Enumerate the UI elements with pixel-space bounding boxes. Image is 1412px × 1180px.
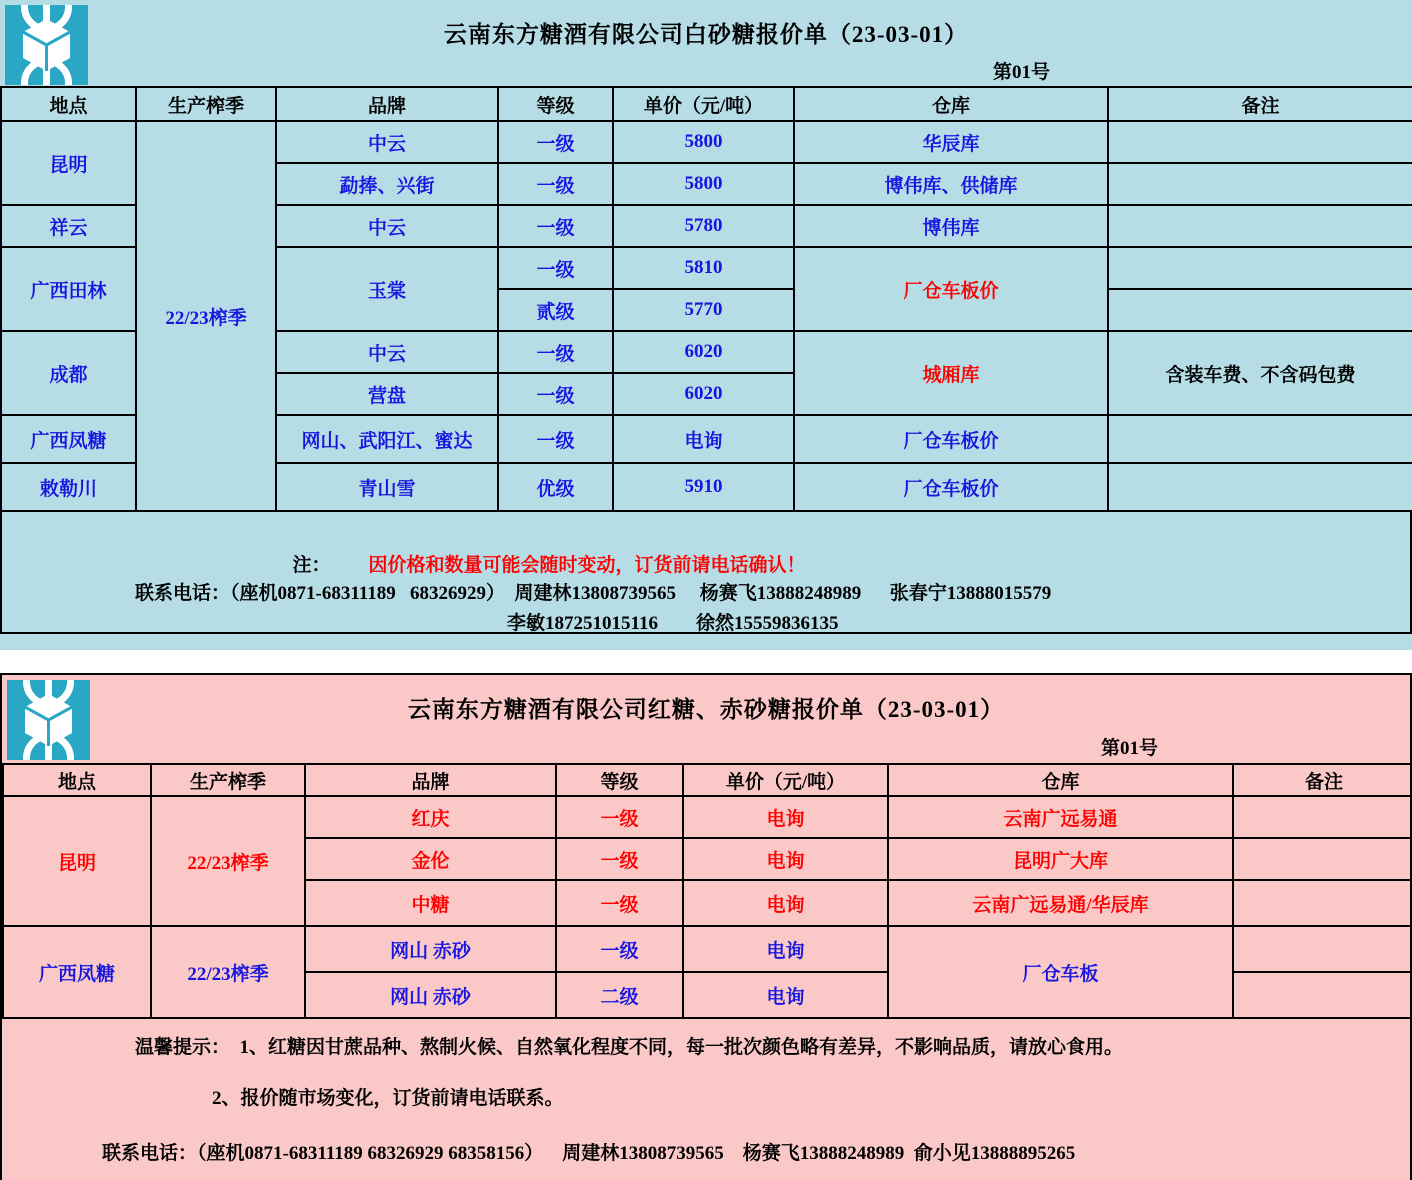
cell-remark [1233, 972, 1412, 1018]
col-header-remark: 备注 [1233, 764, 1412, 796]
col-header-price: 单价（元/吨） [683, 764, 888, 796]
cell-season: 22/23榨季 [151, 796, 305, 926]
col-header-location: 地点 [1, 87, 136, 121]
cell-location: 祥云 [1, 205, 136, 247]
tip-line-1: 温馨提示： 1、红糖因甘蔗品种、熬制火候、自然氧化程度不同，每一批次颜色略有差异，不影响品质，请放心食用。 [135, 1037, 1124, 1058]
cell-price: 电询 [683, 880, 888, 926]
note-warning-text: 因价格和数量可能会随时变动，订货前请电话确认！ [368, 555, 806, 576]
cell-brand: 红庆 [305, 796, 556, 838]
page-title: 云南东方糖酒有限公司红糖、赤砂糖报价单（23-03-01） [407, 697, 1005, 722]
cell-grade: 一级 [498, 205, 613, 247]
cell-grade: 一级 [498, 121, 613, 163]
cell-grade: 一级 [556, 838, 683, 880]
cell-remark [1233, 796, 1412, 838]
cell-remark: 含装车费、不含码包费 [1108, 331, 1412, 415]
cell-warehouse: 厂仓车板价 [794, 415, 1108, 463]
cell-warehouse: 华辰库 [794, 121, 1108, 163]
cell-price: 5800 [613, 121, 794, 163]
table-header-row [1, 87, 1412, 121]
col-header-brand: 品牌 [276, 87, 498, 121]
cell-brand: 金伦 [305, 838, 556, 880]
cell-season: 22/23榨季 [151, 926, 305, 1018]
col-header-season: 生产榨季 [151, 764, 305, 796]
col-header-location: 地点 [3, 764, 151, 796]
cell-price: 电询 [683, 972, 888, 1018]
company-logo-icon [5, 5, 88, 85]
cell-remark [1108, 415, 1412, 463]
sheet1-header [0, 0, 1412, 86]
cell-price: 5910 [613, 463, 794, 511]
cell-location: 广西凤糖 [3, 926, 151, 1018]
table-header-row [3, 764, 1412, 796]
doc-number: 第01号 [1100, 738, 1158, 759]
cell-price: 6020 [613, 373, 794, 415]
cell-warehouse: 博伟库、供储库 [794, 163, 1108, 205]
col-header-remark: 备注 [1108, 87, 1412, 121]
col-header-warehouse: 仓库 [888, 764, 1233, 796]
table-row [3, 926, 1412, 972]
cell-brand: 网山 赤砂 [305, 972, 556, 1018]
cell-grade: 二级 [556, 972, 683, 1018]
white-sugar-table [0, 86, 1412, 512]
sheet-divider-gap [0, 650, 1412, 673]
col-header-season: 生产榨季 [136, 87, 276, 121]
cell-remark [1108, 121, 1412, 163]
cell-brand: 玉棠 [276, 247, 498, 331]
page-title: 云南东方糖酒有限公司白砂糖报价单（23-03-01） [443, 22, 969, 47]
cell-remark [1108, 463, 1412, 511]
cell-warehouse: 博伟库 [794, 205, 1108, 247]
cell-grade: 一级 [556, 880, 683, 926]
contact-phones: 联系电话：（座机0871-68311189 68326929 68358156） 周建林13808739565 杨赛飞13888248989 俞小见13888895265 [102, 1143, 1076, 1164]
cell-price: 电询 [683, 838, 888, 880]
col-header-warehouse: 仓库 [794, 87, 1108, 121]
cell-brand: 青山雪 [276, 463, 498, 511]
contact-phones-line2: 李敏187251015116 徐然15559836135 [507, 613, 839, 634]
cell-remark [1233, 838, 1412, 880]
brown-sugar-table [2, 763, 1412, 1019]
table-row [3, 796, 1412, 838]
cell-price: 电询 [683, 926, 888, 972]
cell-remark [1108, 163, 1412, 205]
cell-remark [1233, 926, 1412, 972]
cell-warehouse: 昆明广大库 [888, 838, 1233, 880]
sheet2-header [2, 675, 1410, 763]
col-header-grade: 等级 [556, 764, 683, 796]
cell-remark [1108, 205, 1412, 247]
cell-remark [1108, 247, 1412, 289]
brown-sugar-sheet [0, 673, 1412, 1180]
sheet1-notes [0, 512, 1412, 634]
cell-warehouse: 厂仓车板价 [794, 463, 1108, 511]
cell-season: 22/23榨季 [136, 121, 276, 511]
cell-brand: 中云 [276, 331, 498, 373]
doc-number: 第01号 [992, 62, 1050, 83]
cell-price: 6020 [613, 331, 794, 373]
cell-brand: 网山、武阳江、蜜达 [276, 415, 498, 463]
cell-location: 昆明 [1, 121, 136, 205]
cell-brand: 网山 赤砂 [305, 926, 556, 972]
company-logo-icon [7, 680, 90, 760]
col-header-brand: 品牌 [305, 764, 556, 796]
cell-location: 广西凤糖 [1, 415, 136, 463]
cell-brand: 中云 [276, 121, 498, 163]
cell-brand: 中云 [276, 205, 498, 247]
cell-remark [1108, 289, 1412, 331]
cell-warehouse: 厂仓车板价 [794, 247, 1108, 331]
cell-price: 5780 [613, 205, 794, 247]
cell-location: 敕勒川 [1, 463, 136, 511]
cell-warehouse: 城厢库 [794, 331, 1108, 415]
cell-grade: 一级 [498, 247, 613, 289]
cell-brand: 营盘 [276, 373, 498, 415]
col-header-price: 单价（元/吨） [613, 87, 794, 121]
cell-brand: 中糖 [305, 880, 556, 926]
cell-price: 电询 [683, 796, 888, 838]
cell-location: 广西田林 [1, 247, 136, 331]
contact-phones-line1: 联系电话：（座机0871-68311189 68326929） 周建林13808739565 杨赛飞13888248989 张春宁13888015579 [135, 583, 1052, 604]
cell-price: 5800 [613, 163, 794, 205]
cell-brand: 勐捧、兴街 [276, 163, 498, 205]
cell-grade: 一级 [498, 415, 613, 463]
cell-warehouse: 云南广远易通 [888, 796, 1233, 838]
cell-warehouse: 厂仓车板 [888, 926, 1233, 1018]
note-label: 注： [292, 555, 331, 576]
cell-grade: 一级 [498, 163, 613, 205]
cell-grade: 一级 [498, 373, 613, 415]
col-header-grade: 等级 [498, 87, 613, 121]
cell-remark [1233, 880, 1412, 926]
cell-grade: 优级 [498, 463, 613, 511]
cell-location: 昆明 [3, 796, 151, 926]
cell-price: 5770 [613, 289, 794, 331]
cell-location: 成都 [1, 331, 136, 415]
cell-warehouse: 云南广远易通/华辰库 [888, 880, 1233, 926]
tip-line-2: 2、报价随市场变化，订货前请电话联系。 [212, 1088, 564, 1109]
cell-price: 5810 [613, 247, 794, 289]
cell-grade: 一级 [556, 796, 683, 838]
cell-price: 电询 [613, 415, 794, 463]
table-row [1, 121, 1412, 163]
cell-grade: 一级 [498, 331, 613, 373]
cell-grade: 一级 [556, 926, 683, 972]
cell-grade: 贰级 [498, 289, 613, 331]
